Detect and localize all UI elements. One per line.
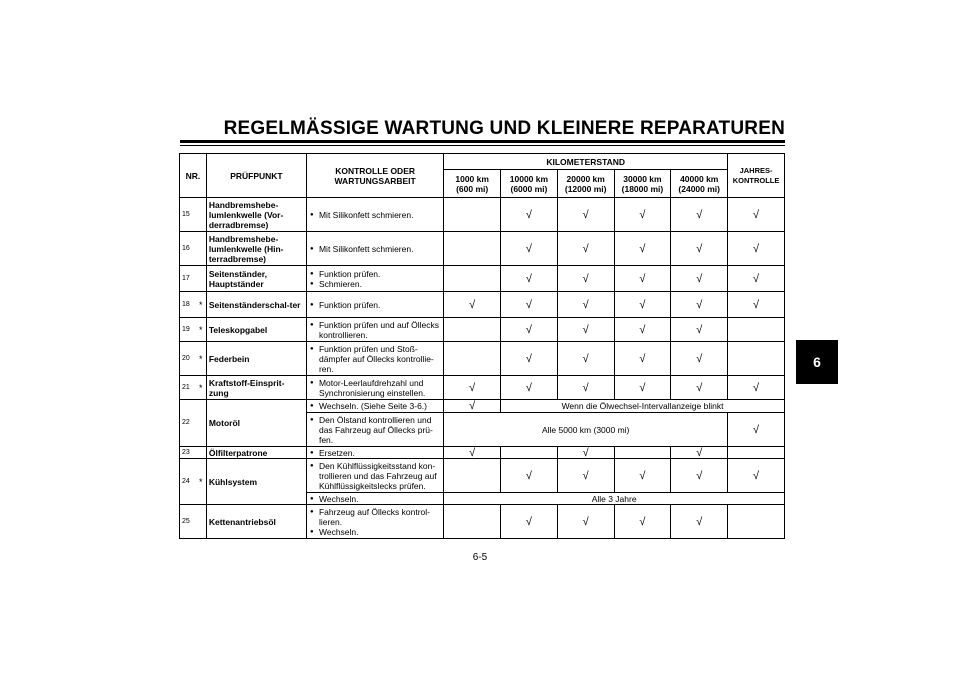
table-row bbox=[180, 400, 785, 413]
row-item: Handbremshebe-lumlenkwelle (Hin-terradbremse) bbox=[206, 232, 306, 266]
row-nr: 23 bbox=[180, 447, 198, 459]
check-cell: √ bbox=[557, 198, 614, 232]
table-row bbox=[180, 505, 785, 539]
row-action: ● Funktion prüfen und Stoß-dämpfer auf Öllecks kontrollie-ren. bbox=[306, 342, 443, 376]
check-cell: √ bbox=[501, 505, 558, 539]
check-cell: √ bbox=[671, 266, 728, 292]
row-action: ● Den Kühlflüssigkeitsstand kon-trollieren und das Fahrzeug auf Kühlflüssigkeitslecks prüfen. bbox=[306, 459, 443, 493]
table-row bbox=[180, 318, 785, 342]
table-row bbox=[180, 232, 785, 266]
header-km: KILOMETERSTAND bbox=[444, 154, 728, 170]
check-cell: √ bbox=[614, 342, 671, 376]
check-cell: √ bbox=[501, 318, 558, 342]
row-star: * bbox=[197, 376, 206, 400]
title-rule bbox=[180, 140, 785, 143]
header-annual: JAHRES-KONTROLLE bbox=[728, 154, 785, 198]
check-cell: √ bbox=[728, 266, 785, 292]
interval-note: Wenn die Ölwechsel-Intervallanzeige blinkt bbox=[501, 400, 785, 413]
check-cell: √ bbox=[728, 413, 785, 447]
row-item: Kettenantriebsöl bbox=[206, 505, 306, 539]
check-cell: √ bbox=[444, 376, 501, 400]
row-nr: 19 bbox=[180, 318, 198, 342]
check-cell bbox=[444, 505, 501, 539]
row-star bbox=[197, 400, 206, 447]
check-cell: √ bbox=[501, 292, 558, 318]
row-item: Federbein bbox=[206, 342, 306, 376]
check-cell bbox=[501, 447, 558, 459]
check-cell: √ bbox=[671, 342, 728, 376]
row-star bbox=[197, 266, 206, 292]
row-item: Kühlsystem bbox=[206, 459, 306, 505]
check-cell bbox=[444, 342, 501, 376]
row-item: Handbremshebe-lumlenkwelle (Vor-derradbremse) bbox=[206, 198, 306, 232]
check-cell: √ bbox=[501, 232, 558, 266]
check-cell: √ bbox=[614, 459, 671, 493]
row-action: ● Ersetzen. bbox=[306, 447, 443, 459]
row-item: Motoröl bbox=[206, 400, 306, 447]
header-km4: 30000 km (18000 mi) bbox=[614, 170, 671, 198]
check-cell bbox=[728, 342, 785, 376]
check-cell bbox=[728, 318, 785, 342]
row-action: ● Funktion prüfen und auf Öllecks kontrollieren. bbox=[306, 318, 443, 342]
check-cell: √ bbox=[614, 292, 671, 318]
row-star: * bbox=[197, 459, 206, 505]
header-item: PRÜFPUNKT bbox=[206, 154, 306, 198]
page-title: REGELMÄSSIGE WARTUNG UND KLEINERE REPARATUREN bbox=[223, 118, 785, 139]
check-cell: √ bbox=[671, 459, 728, 493]
check-cell bbox=[444, 266, 501, 292]
table-row bbox=[180, 459, 785, 493]
header-action: KONTROLLE ODER WARTUNGSARBEIT bbox=[306, 154, 443, 198]
check-cell: √ bbox=[614, 232, 671, 266]
row-nr: 18 bbox=[180, 292, 198, 318]
check-cell: √ bbox=[557, 266, 614, 292]
check-cell: √ bbox=[501, 376, 558, 400]
check-cell: √ bbox=[614, 198, 671, 232]
check-cell: √ bbox=[557, 447, 614, 459]
row-item: Ölfilterpatrone bbox=[206, 447, 306, 459]
check-cell: √ bbox=[501, 459, 558, 493]
check-cell bbox=[444, 232, 501, 266]
row-item: Seitenständerschal-ter bbox=[206, 292, 306, 318]
row-nr: 24 bbox=[180, 459, 198, 505]
check-cell: √ bbox=[671, 376, 728, 400]
row-nr: 15 bbox=[180, 198, 198, 232]
check-cell: √ bbox=[728, 376, 785, 400]
check-cell: √ bbox=[614, 318, 671, 342]
row-nr: 21 bbox=[180, 376, 198, 400]
check-cell: √ bbox=[728, 459, 785, 493]
check-cell: √ bbox=[728, 292, 785, 318]
row-nr: 20 bbox=[180, 342, 198, 376]
check-cell: √ bbox=[671, 318, 728, 342]
table-row bbox=[180, 447, 785, 459]
check-cell bbox=[444, 198, 501, 232]
check-cell: √ bbox=[728, 198, 785, 232]
row-action: ● Mit Silikonfett schmieren. bbox=[306, 232, 443, 266]
check-cell: √ bbox=[614, 505, 671, 539]
check-cell: √ bbox=[557, 505, 614, 539]
check-cell: √ bbox=[557, 318, 614, 342]
check-cell: √ bbox=[557, 376, 614, 400]
check-cell: √ bbox=[501, 342, 558, 376]
row-star bbox=[197, 232, 206, 266]
check-cell: √ bbox=[614, 266, 671, 292]
table-row bbox=[180, 266, 785, 292]
check-cell bbox=[614, 447, 671, 459]
row-action: ● Wechseln. bbox=[306, 493, 443, 505]
table-row bbox=[180, 292, 785, 318]
row-nr: 17 bbox=[180, 266, 198, 292]
check-cell: √ bbox=[728, 232, 785, 266]
row-action: ● Motor-Leerlaufdrehzahl und Synchronisierung einstellen. bbox=[306, 376, 443, 400]
check-cell: √ bbox=[557, 292, 614, 318]
header-km1: 1000 km (600 mi) bbox=[444, 170, 501, 198]
check-cell: √ bbox=[557, 459, 614, 493]
header-row bbox=[180, 154, 785, 170]
row-nr: 16 bbox=[180, 232, 198, 266]
maintenance-table bbox=[179, 153, 785, 539]
table-row bbox=[180, 198, 785, 232]
interval-note: Alle 3 Jahre bbox=[444, 493, 785, 505]
page-number: 6-5 bbox=[472, 552, 488, 563]
row-action: ● Funktion prüfen. bbox=[306, 292, 443, 318]
table-row bbox=[180, 342, 785, 376]
row-star bbox=[197, 447, 206, 459]
row-item: Seitenständer, Hauptständer bbox=[206, 266, 306, 292]
check-cell: √ bbox=[501, 198, 558, 232]
check-cell: √ bbox=[614, 376, 671, 400]
check-cell: √ bbox=[444, 447, 501, 459]
check-cell: √ bbox=[671, 232, 728, 266]
check-cell: √ bbox=[671, 447, 728, 459]
header-km2: 10000 km (6000 mi) bbox=[501, 170, 558, 198]
chapter-tab: 6 bbox=[796, 340, 838, 384]
check-cell: √ bbox=[671, 292, 728, 318]
row-action: ● Fahrzeug auf Öllecks kontrol-lieren. ● Wechseln. bbox=[306, 505, 443, 539]
row-item: Teleskopgabel bbox=[206, 318, 306, 342]
interval-note: Alle 5000 km (3000 mi) bbox=[444, 413, 728, 447]
row-action: ● Wechseln. (Siehe Seite 3-6.) bbox=[306, 400, 443, 413]
check-cell: √ bbox=[444, 292, 501, 318]
table-row bbox=[180, 376, 785, 400]
row-action: ● Mit Silikonfett schmieren. bbox=[306, 198, 443, 232]
check-cell: √ bbox=[557, 232, 614, 266]
row-star bbox=[197, 198, 206, 232]
row-nr: 25 bbox=[180, 505, 198, 539]
row-star bbox=[197, 505, 206, 539]
check-cell: √ bbox=[671, 198, 728, 232]
row-star: * bbox=[197, 342, 206, 376]
title-rule-thin bbox=[180, 145, 785, 146]
row-item: Kraftstoff-Einsprit-zung bbox=[206, 376, 306, 400]
row-action: ● Den Ölstand kontrollieren und das Fahrzeug auf Öllecks prü-fen. bbox=[306, 413, 443, 447]
header-km5: 40000 km (24000 mi) bbox=[671, 170, 728, 198]
check-cell bbox=[444, 459, 501, 493]
check-cell: √ bbox=[671, 505, 728, 539]
check-cell bbox=[444, 318, 501, 342]
row-star: * bbox=[197, 318, 206, 342]
check-cell bbox=[728, 447, 785, 459]
check-cell: √ bbox=[501, 266, 558, 292]
check-cell bbox=[728, 505, 785, 539]
header-nr: NR. bbox=[180, 154, 207, 198]
row-action: ● Funktion prüfen. ● Schmieren. bbox=[306, 266, 443, 292]
header-km3: 20000 km (12000 mi) bbox=[557, 170, 614, 198]
check-cell: √ bbox=[444, 400, 501, 413]
row-nr: 22 bbox=[180, 400, 198, 447]
check-cell: √ bbox=[557, 342, 614, 376]
row-star: * bbox=[197, 292, 206, 318]
